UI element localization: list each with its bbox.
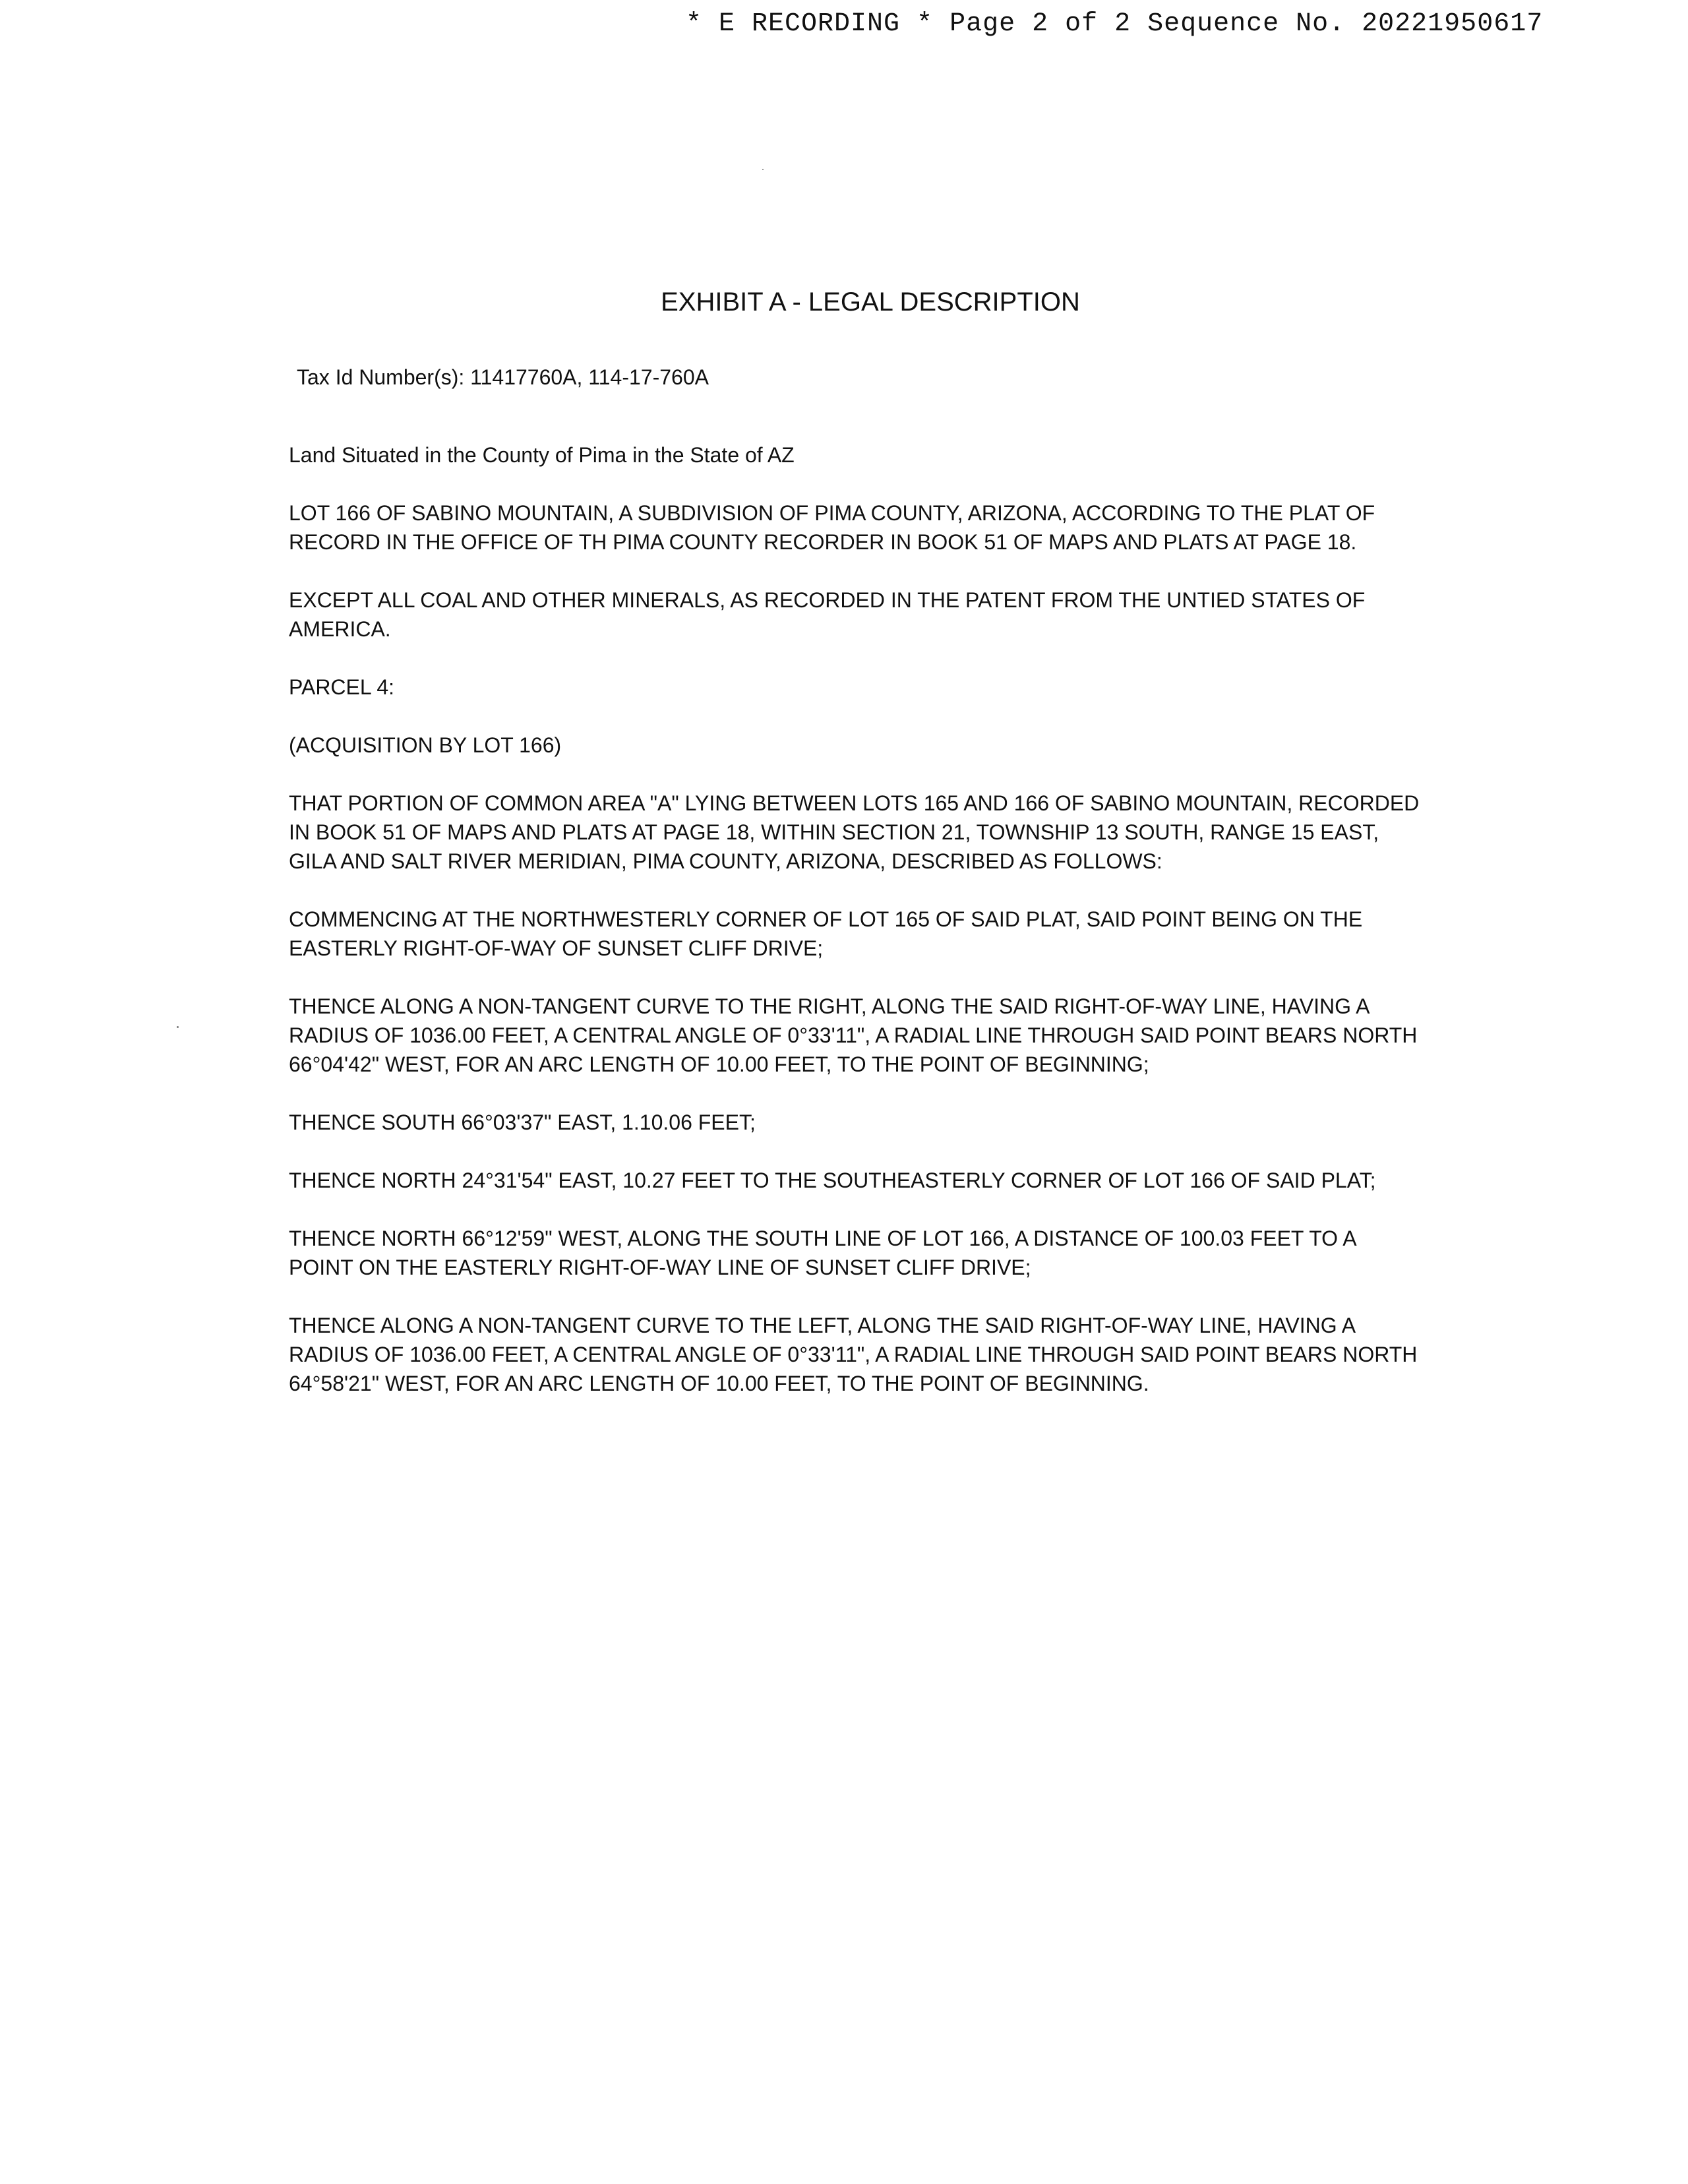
scan-speck [762, 169, 764, 170]
south-course-line: THENCE SOUTH 66°03'37" EAST, 1.10.06 FEET; [289, 1110, 756, 1134]
legal-description-body [289, 363, 1423, 1427]
west-course-paragraph: THENCE NORTH 66°12'59" WEST, ALONG THE SOUTH LINE OF LOT 166, A DISTANCE OF 100.03 FEET TO A POINT ON THE EASTERLY RIGHT-OF-WAY LINE OF SUNSET CLIFF DRIVE; [289, 1227, 1356, 1279]
portion-paragraph: THAT PORTION OF COMMON AREA "A" LYING BETWEEN LOTS 165 AND 166 OF SABINO MOUNTAIN, RECORDED IN BOOK 51 OF MAPS AND PLATS AT PAGE 18, WITHIN SECTION 21, TOWNSHIP 13 SOUTH, RANGE 15 EAST, GILA AND SALT RIVER MERIDIAN, PIMA COUNTY, ARIZONA, DESCRIBED AS FOLLOWS: [289, 791, 1420, 873]
curve-right-paragraph: THENCE ALONG A NON-TANGENT CURVE TO THE RIGHT, ALONG THE SAID RIGHT-OF-WAY LINE, HAVING A RADIUS OF 1036.00 FEET, A CENTRAL ANGLE OF 0°33'11", A RADIAL LINE THROUGH SAID POINT BEARS NORTH 66°04'42" WEST, FOR AN ARC LENGTH OF 10.00 FEET, TO THE POINT OF BEGINNING; [289, 994, 1418, 1076]
land-situated-line: Land Situated in the County of Pima in the State of AZ [289, 443, 795, 467]
document-title: EXHIBIT A - LEGAL DESCRIPTION [661, 288, 1080, 317]
recording-header: * E RECORDING * Page 2 of 2 Sequence No. 20221950617 [686, 9, 1544, 39]
tax-id-line: Tax Id Number(s): 11417760A, 114-17-760A [297, 365, 709, 389]
parcel-label: PARCEL 4: [289, 675, 395, 699]
acquisition-note: (ACQUISITION BY LOT 166) [289, 733, 562, 757]
curve-left-paragraph: THENCE ALONG A NON-TANGENT CURVE TO THE LEFT, ALONG THE SAID RIGHT-OF-WAY LINE, HAVING A RADIUS OF 1036.00 FEET, A CENTRAL ANGLE OF 0°33'11", A RADIAL LINE THROUGH SAID POINT BEARS NORTH 64°58'21" WEST, FOR AN ARC LENGTH OF 10.00 FEET, TO THE POINT OF BEGINNING. [289, 1314, 1418, 1395]
lot-description-paragraph: LOT 166 OF SABINO MOUNTAIN, A SUBDIVISION OF PIMA COUNTY, ARIZONA, ACCORDING TO THE PLAT OF RECORD IN THE OFFICE OF TH PIMA COUNTY RECORDER IN BOOK 51 OF MAPS AND PLATS AT PAGE 18. [289, 501, 1375, 554]
north-course-paragraph: THENCE NORTH 24°31'54" EAST, 10.27 FEET TO THE SOUTHEASTERLY CORNER OF LOT 166 OF SAID PLAT; [289, 1168, 1376, 1192]
mineral-exception-paragraph: EXCEPT ALL COAL AND OTHER MINERALS, AS RECORDED IN THE PATENT FROM THE UNTIED STATES OF AMERICA. [289, 588, 1366, 641]
commencing-paragraph: COMMENCING AT THE NORTHWESTERLY CORNER OF LOT 165 OF SAID PLAT, SAID POINT BEING ON THE EASTERLY RIGHT-OF-WAY OF SUNSET CLIFF DRIVE; [289, 907, 1363, 960]
scan-speck [177, 1026, 179, 1028]
